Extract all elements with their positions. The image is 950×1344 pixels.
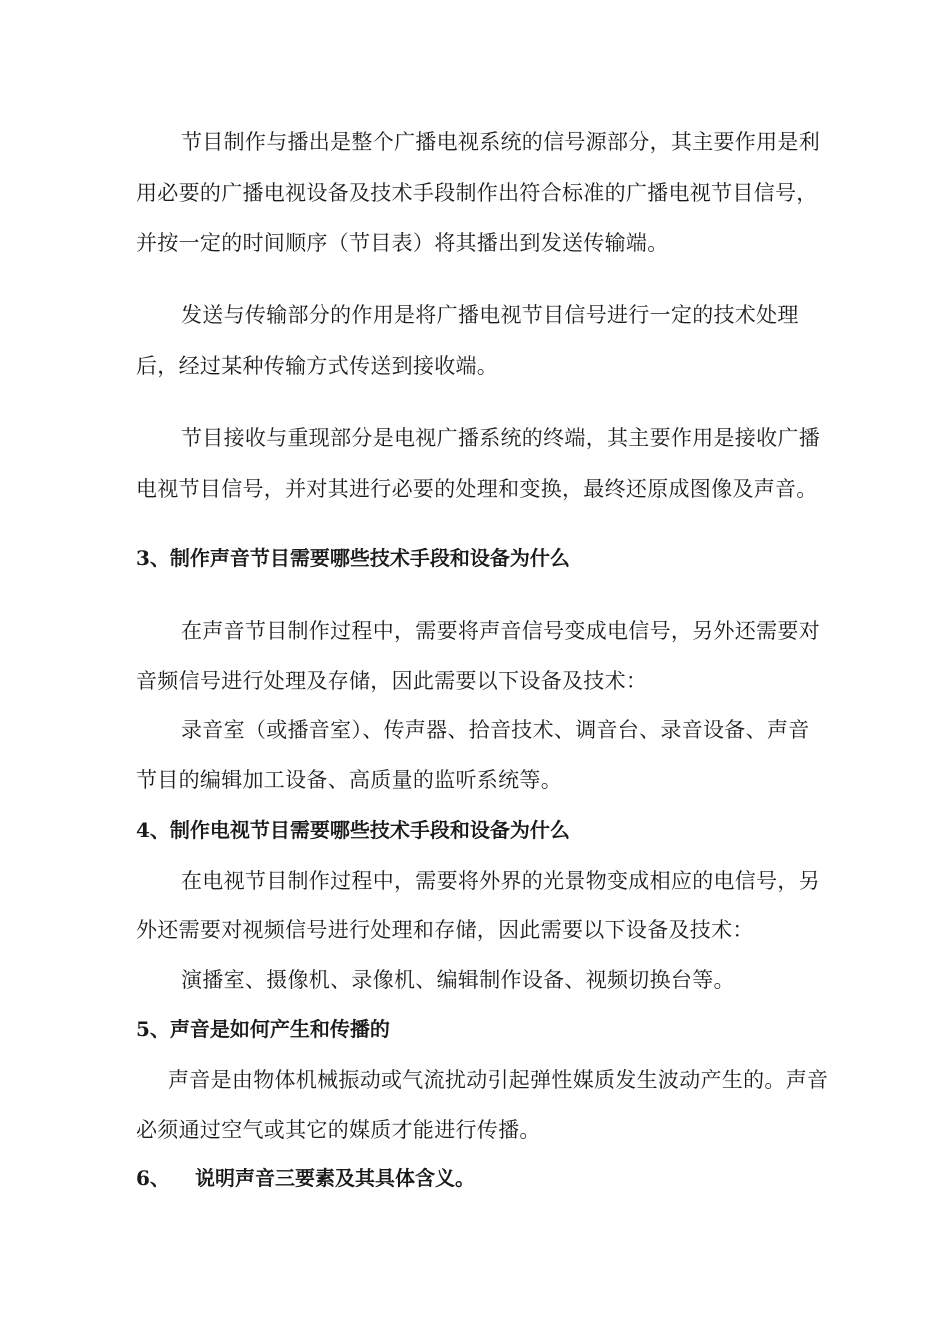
text-line: 后，经过某种传输方式传送到接收端。 xyxy=(136,354,499,378)
text-line: 演播室、摄像机、录像机、编辑制作设备、视频切换台等。 xyxy=(181,968,735,992)
section-heading-5: 5、声音是如何产生和传播的 xyxy=(136,1017,390,1041)
text-line: 用必要的广播电视设备及技术手段制作出符合标准的广播电视节目信号， xyxy=(136,181,818,205)
text-line: 节目的编辑加工设备、高质量的监听系统等。 xyxy=(136,768,562,792)
text-line: 音频信号进行处理及存储，因此需要以下设备及技术： xyxy=(136,669,648,693)
text-line: 在电视节目制作过程中，需要将外界的光景物变成相应的电信号，另 xyxy=(181,869,820,893)
text-line: 并按一定的时间顺序（节目表）将其播出到发送传输端。 xyxy=(136,231,669,255)
text-line: 电视节目信号，并对其进行必要的处理和变换，最终还原成图像及声音。 xyxy=(136,477,818,501)
section-heading-4: 4、制作电视节目需要哪些技术手段和设备为什么 xyxy=(136,818,570,842)
text-line: 录音室（或播音室）、传声器、拾音技术、调音台、录音设备、声音 xyxy=(181,718,810,742)
text-line: 必须通过空气或其它的媒质才能进行传播。 xyxy=(136,1118,541,1142)
heading-number: 6、 xyxy=(136,1166,170,1190)
text-line: 节目制作与播出是整个广播电视系统的信号源部分，其主要作用是利 xyxy=(181,130,820,154)
text-line: 发送与传输部分的作用是将广播电视节目信号进行一定的技术处理 xyxy=(181,303,799,327)
text-line: 节目接收与重现部分是电视广播系统的终端，其主要作用是接收广播 xyxy=(181,426,820,450)
text-line: 外还需要对视频信号进行处理和存储，因此需要以下设备及技术： xyxy=(136,918,754,942)
section-heading-3: 3、制作声音节目需要哪些技术手段和设备为什么 xyxy=(136,546,570,570)
text-line: 声音是由物体机械振动或气流扰动引起弹性媒质发生波动产生的。声音 xyxy=(168,1068,829,1092)
text-line: 在声音节目制作过程中，需要将声音信号变成电信号，另外还需要对 xyxy=(181,619,820,643)
heading-text: 说明声音三要素及其具体含义。 xyxy=(195,1166,475,1190)
